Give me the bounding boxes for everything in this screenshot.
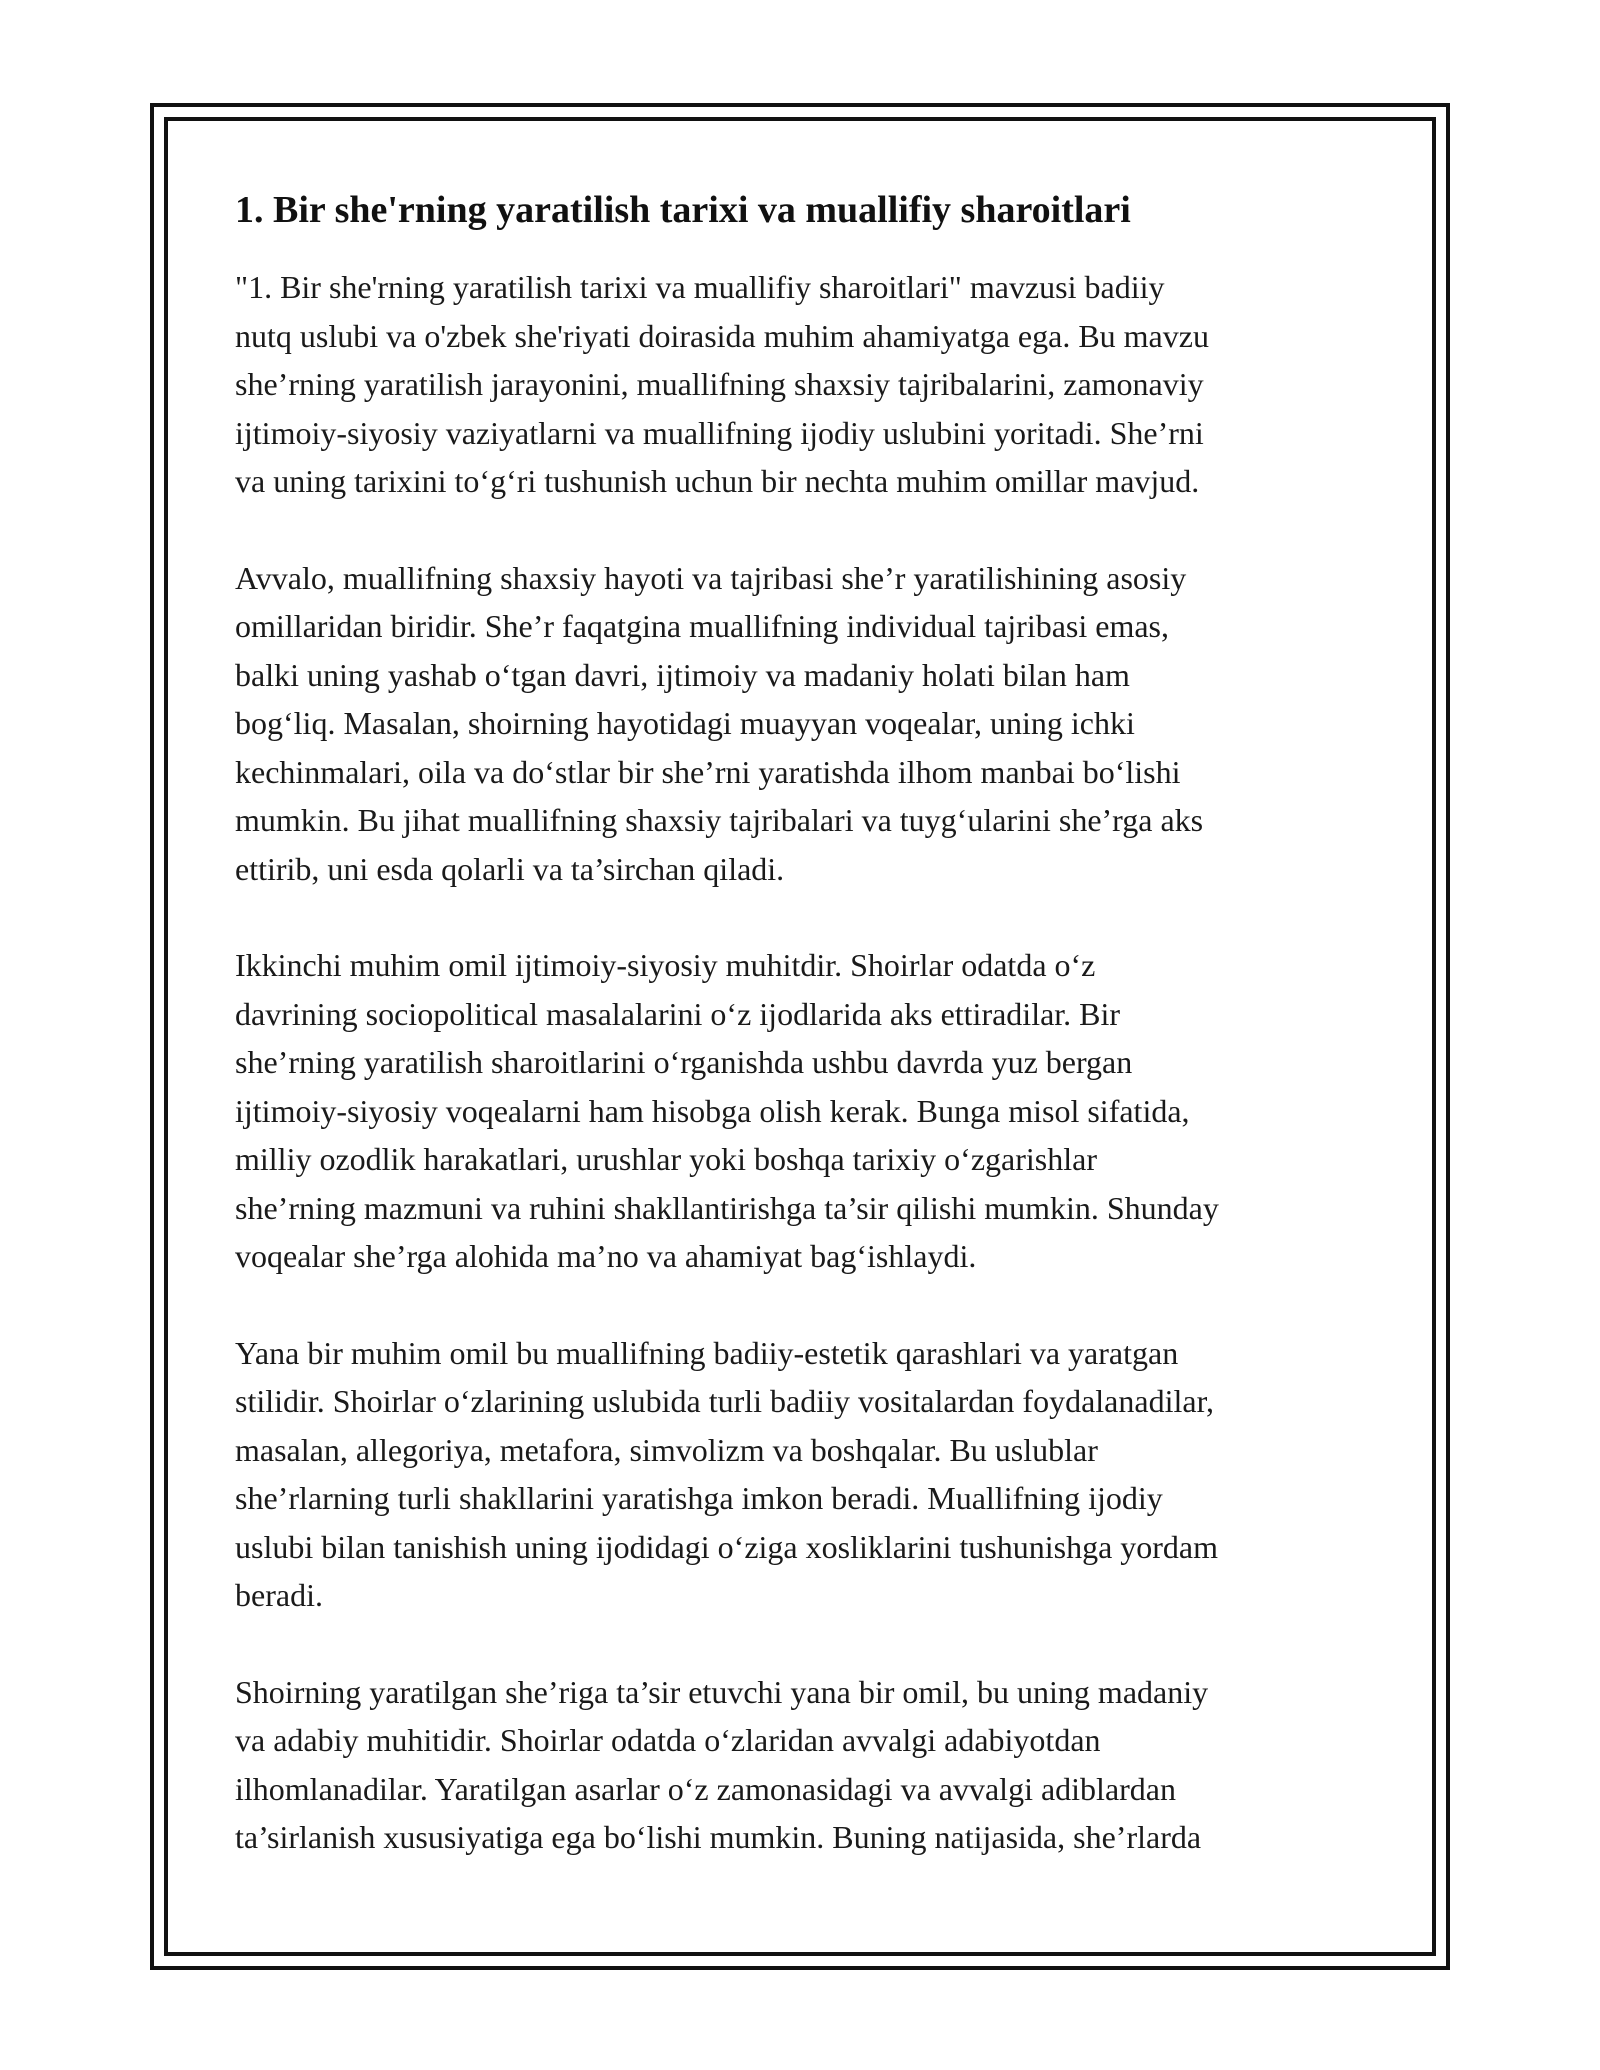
text-line: voqealar she’rga alohida ma’no va ahamiyat bag‘ishlaydi. bbox=[235, 1238, 977, 1274]
text-line: ijtimoiy-siyosiy vaziyatlarni va muallifning ijodiy uslubini yoritadi. She’rni bbox=[235, 414, 1204, 451]
text-line: ijtimoiy-siyosiy voqealarni ham hisobga olish kerak. Bunga misol sifatida, bbox=[235, 1092, 1190, 1129]
text-line: beradi. bbox=[235, 1577, 323, 1613]
text-line: "1. Bir she'rning yaratilish tarixi va muallifiy sharoitlari" mavzusi badiiy bbox=[235, 269, 1165, 305]
text-line: Shoirning yaratilgan she’riga ta’sir etuvchi yana bir omil, bu uning madaniy bbox=[235, 1673, 1209, 1710]
text-line: Yana bir muhim omil bu muallifning badiiy-estetik qarashlari va yaratgan bbox=[235, 1334, 1179, 1371]
text-line: Ikkinchi muhim omil ijtimoiy-siyosiy muhitdir. Shoirlar odatda o‘z bbox=[235, 947, 1096, 983]
text-line: balki uning yashab o‘tgan davri, ijtimoiy va madaniy holati bilan ham bbox=[235, 656, 1130, 693]
text-line: ilhomlanadilar. Yaratilgan asarlar o‘z zamonasidagi va avvalgi adiblardan bbox=[235, 1770, 1176, 1807]
text-line: masalan, allegoriya, metafora, simvolizm va boshqalar. Bu uslublar bbox=[235, 1431, 1098, 1468]
paragraph-3 bbox=[235, 941, 1385, 1281]
text-line: davrining sociopolitical masalalarini o‘z ijodlarida aks ettiradilar. Bir bbox=[235, 995, 1121, 1032]
text-line: she’rning yaratilish sharoitlarini o‘rganishda ushbu davrda yuz bergan bbox=[235, 1044, 1133, 1080]
text-line: va uning tarixini to‘g‘ri tushunish uchun bir nechta muhim omillar mavjud. bbox=[235, 463, 1200, 499]
text-line: mumkin. Bu jihat muallifning shaxsiy tajribalari va tuyg‘ularini she’rga aks bbox=[235, 802, 1204, 838]
text-line: ta’sirlanish xususiyatiga ega bo‘lishi mumkin. Buning natijasida, she’rlarda bbox=[235, 1819, 1202, 1855]
text-line: milliy ozodlik harakatlari, urushlar yoki boshqa tarixiy o‘zgarishlar bbox=[235, 1141, 1097, 1177]
text-line: omillaridan biridir. She’r faqatgina muallifning individual tajribasi emas, bbox=[235, 608, 1169, 644]
text-line: she’rning yaratilish jarayonini, muallifning shaxsiy tajribalarini, zamonaviy bbox=[235, 366, 1204, 402]
text-line: kechinmalari, oila va do‘stlar bir she’rni yaratishda ilhom manbai bo‘lishi bbox=[235, 753, 1181, 790]
text-line: Avvalo, muallifning shaxsiy hayoti va tajribasi she’r yaratilishining asosiy bbox=[235, 559, 1187, 596]
text-line: she’rlarning turli shakllarini yaratishga imkon beradi. Muallifning ijodiy bbox=[235, 1480, 1163, 1516]
text-line: stilidir. Shoirlar o‘zlarining uslubida turli badiiy vositalardan foydalanadilar, bbox=[235, 1383, 1214, 1419]
paragraph-4 bbox=[235, 1329, 1385, 1620]
text-line: ettirib, uni esda qolarli va ta’sirchan qiladi. bbox=[235, 850, 785, 887]
text-line: she’rning mazmuni va ruhini shakllantirishga ta’sir qilishi mumkin. Shunday bbox=[235, 1189, 1219, 1226]
document-heading: 1. Bir she'rning yaratilish tarixi va muallifiy sharoitlari bbox=[235, 189, 1131, 231]
text-line: uslubi bilan tanishish uning ijodidagi o‘ziga xosliklarini tushunishga yordam bbox=[235, 1528, 1219, 1565]
text-line: va adabiy muhitidir. Shoirlar odatda o‘zlaridan avvalgi adabiyotdan bbox=[235, 1722, 1101, 1758]
text-line: nutq uslubi va o'zbek she'riyati doirasida muhim ahamiyatga ega. Bu mavzu bbox=[235, 317, 1209, 354]
text-line: bog‘liq. Masalan, shoirning hayotidagi muayyan voqealar, uning ichki bbox=[235, 705, 1135, 741]
paragraph-2 bbox=[235, 554, 1385, 894]
document-body bbox=[235, 185, 1385, 1910]
paragraph-5 bbox=[235, 1668, 1385, 1862]
paragraph-1 bbox=[235, 263, 1385, 506]
